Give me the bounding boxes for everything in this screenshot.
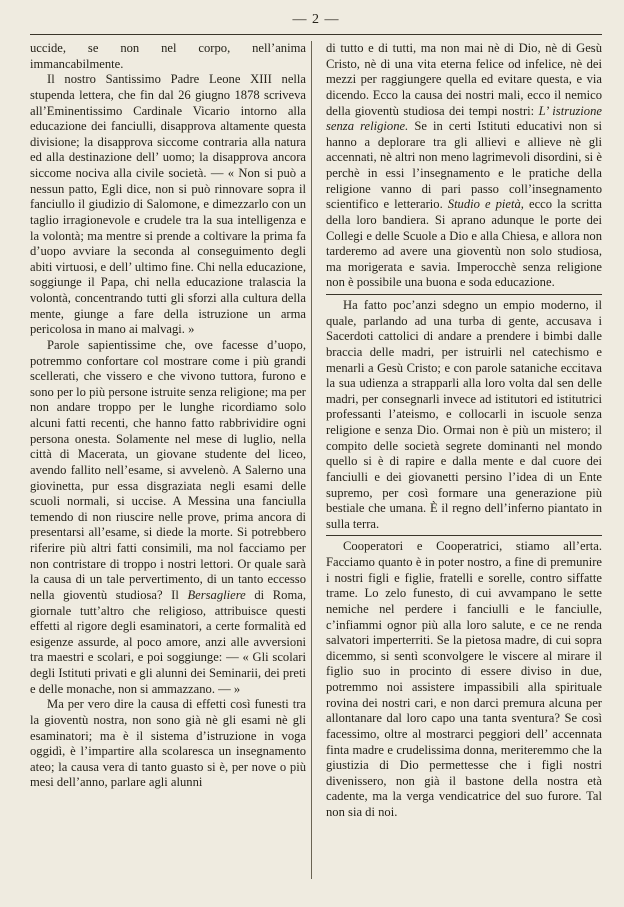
left-column bbox=[30, 41, 306, 821]
motto-text: Studio e pietà, bbox=[447, 197, 524, 212]
text-columns bbox=[30, 41, 602, 821]
paragraph-text: Ha fatto poc’anzi sdegno un empio moderno, il quale, parlando ad una turba di gente, accusava i Sacerdoti cattolici di andare a prendere i bimbi dalle braccia delle madri, per istruirli nel catechismo e menarli a Gesù Cristo; e con parole sataniche eccitava la sua udienza a strapparli alla loro volta dal sen delle madri, per consegnarli invece ad istitutori ed istitutrici professanti l’ateismo, e collocarli in iscuole senza religione e senza Dio. Ormai non è più un mistero; il compito delle società segrete dominanti nel mondo quello si è di rapire e dalla mente e dal cuore dei fanciulli e dei giovanetti persino l’idea di un Ente supremo, per così formare una generazione più bestiale che umana. È il regno dell’inferno piantato in sulla terra. bbox=[326, 298, 602, 531]
paragraph-text: Cooperatori e Cooperatrici, stiamo all’erta. Facciamo quanto è in poter nostro, a fine di premunire i nostri figli e figlie, fratelli e sorelle, contro siffatte trame. Lo zelo funesto, di cui avvampano le sette nemiche nel perdere i fanciulli e le fanciulle, c’infiammi ognor più alla loro salute, e ce ne renda salvatori imperterriti. Se la pietosa madre, di cui sopra dicemmo, si sentì sconvolgere le viscere al mirare il figlio suo in procinto di essere diviso in due, potremmo noi assistere impassibili alla spirituale rovina dei nostri cari, e non darci premura alcuna per allontanare dal loro capo una tanta sventura? Se così facessimo, oltre al mostrarci peggiori dell’ accennata finta madre e crudelissima donna, meriteremmo che la giustizia di Dio permettesse che i figli nostri divenissero, non già il bastone della nostra età cadente, ma la verga vendicatrice del suo furore. Tal non sia di noi. bbox=[326, 539, 602, 819]
header-rule bbox=[30, 34, 602, 35]
paragraph-text: Se in certi Istituti educativi non si hanno a deplorare tra gli allievi e allieve nè gli accennati, nè altri non meno lagrimevoli disordini, si è perchè in essi l’insegnamento e le pratiche della religione vanno di pari passo coll’insegnamento scientifico e letterario. bbox=[326, 119, 602, 212]
paragraph-text: Parole sapientissime che, ove facesse d’uopo, potremmo confortare col mostrare come i più grandi scellerati, che vissero e che vivono tuttora, furono e sono per lo più persone istruite senza religione; ma per non andare troppo per le lunghe ricordiamo solo alcuni fatti recenti, che hanno fatto rabbrividire ogni persona onesta. Solamente nel mese di luglio, nella città di Macerata, un giovane studente del liceo, avendo fallito nell’esame, si avvelenò. A Salerno una giovinetta, pur essa disgraziata negli esami delle scuoli normali, si uccise. A Messina una fanciulla temendo di non riuscire nelle prove, prima ancora di presentarsi all’esame, si diede la morte. Si potrebbero riferire più altri fatti consimili, ma nol facciamo per non contristare di troppo i nostri lettori. Or quale sarà la causa di un tale pervertimento, di un tanto eccesso nella gioventù studiosa? Il bbox=[30, 337, 306, 602]
section-divider bbox=[326, 294, 602, 295]
paragraph: uccide, se non nel corpo, nell’anima immancabilmente. bbox=[30, 41, 306, 71]
page-number: — 2 — bbox=[292, 12, 340, 27]
section-divider bbox=[326, 535, 602, 536]
paragraph bbox=[30, 72, 306, 338]
newspaper-title: Bersagliere bbox=[187, 587, 246, 602]
paragraph-text: ecco la scritta della loro bandiera. Si aprano adunque le porte dei Collegi e delle Scuole a Dio e alla Chiesa, e allora non tarderemo ad avere una gioventù non solo studiosa, ma morigerata e savia. Imperocchè senza religione non è possibile una buona e soda educazione. bbox=[326, 197, 602, 290]
paragraph bbox=[30, 697, 306, 791]
paragraph-text: Il nostro Santissimo Padre Leone XIII nella stupenda lettera, che fin dal 26 giugno 1878 scriveva all’Eminentissimo Cardinale Vicario intorno alla educazione dei fanciulli, disapprova altamente questa divisione; la disapprova siccome contraria alla natura ed alla destinazione dell’ uomo; la disapprova ancora siccome nociva alla civile società. — « Non si può a nessun patto, Egli dice, non si può rinnovare sopra il fanciullo il giudizio di Salomone, e dimezzarlo con un taglio irragionevole e crudele tra la sua intelligenza e la volontà; ma mentre si prende a coltivare la prima fa d’uopo avviare la seconda al conseguimento degli abiti virtuosi, e dell’ ultimo fine. Chi nella educazione, soggiunge il Papa, chi nella educazione tralascia la volontà, concentrando tutti gli sforzi alla cultura della mente, giunge a fare della istruzione un arma pericolosa in mano ai malvagi. » bbox=[30, 72, 306, 337]
paragraph-text: Ma per vero dire la causa di effetti così funesti tra la gioventù nostra, non sono già nè gli esami nè gli esaminatori; ma è il sistema d’istruzione in voga oggidì, è l’impartire alla scolaresca un insegnamento ateo; la causa vera di tanto guasto si è, per nove o più mesi dell’anno, parlare agli alunni bbox=[30, 697, 306, 790]
paragraph-text: di tutto e di tutti, ma non mai nè di Dio, nè di Gesù Cristo, nè di una vita eterna felice od infelice, nè dei mezzi per raggiungere quella ed evitare questa, e via dicendo. Ecco la causa dei nostri mali, ecco il nemico della gioventù studiosa dei tempi nostri: bbox=[326, 41, 602, 118]
paragraph bbox=[326, 539, 602, 820]
right-column bbox=[326, 41, 602, 821]
emphasis-text: L’ istruzione senza religione. bbox=[326, 103, 602, 134]
paragraph bbox=[326, 298, 602, 532]
paragraph bbox=[326, 41, 602, 291]
paragraph bbox=[30, 338, 306, 697]
paragraph-text: di Roma, giornale tutt’altro che religioso, attribuisce questi effetti al rigore degli esaminatori, a certe formalità ed esigenze assurde, al poco amore, anzi alle avversioni tra maestri e scolari, e poi soggiunge: — « Gli scolari degli Istituti privati e gli alunni dei Seminarii, dei preti e delle monache, non si ammazzano. — » bbox=[30, 587, 306, 696]
